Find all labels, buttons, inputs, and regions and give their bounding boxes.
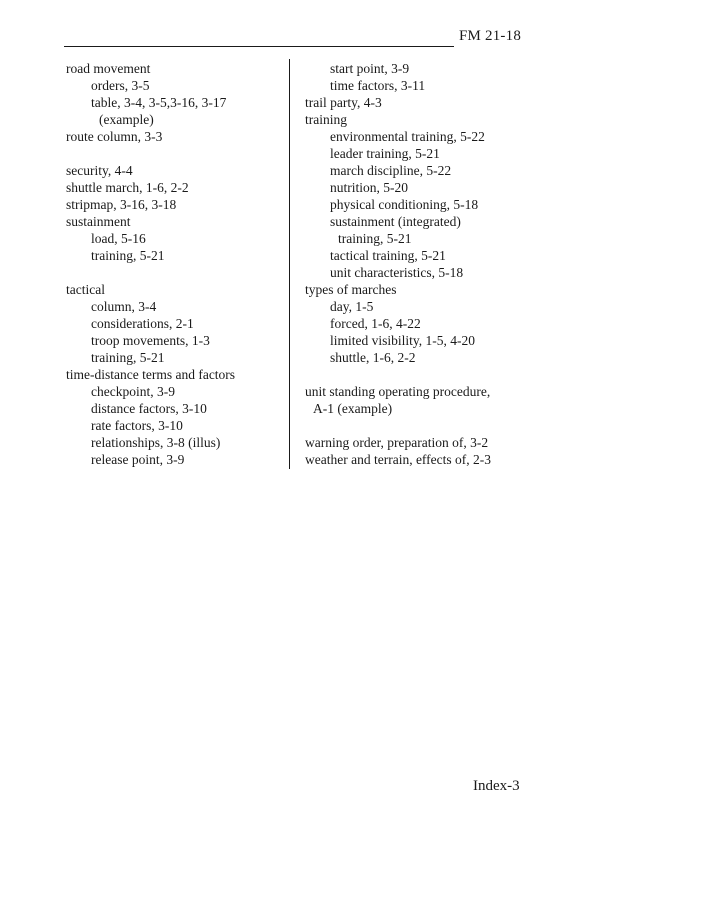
index-subentry: relationships, 3-8 (illus) [91,435,221,450]
index-entry-continuation: A-1 (example) [313,401,393,416]
column-divider [289,59,290,469]
index-subentry: day, 1-5 [330,299,374,314]
index-subentry: sustainment (integrated) [330,214,461,229]
index-subentry: forced, 1-6, 4-22 [330,316,421,331]
index-subentry: leader training, 5-21 [330,146,440,161]
index-subentry: shuttle, 1-6, 2-2 [330,350,416,365]
index-entry: shuttle march, 1-6, 2-2 [66,180,189,195]
header-rule [64,46,454,47]
index-subentry: training, 5-21 [91,248,165,263]
index-subentry: considerations, 2-1 [91,316,194,331]
index-entry: security, 4-4 [66,163,133,178]
index-entry: time-distance terms and factors [66,367,236,382]
index-entry: sustainment [66,214,131,229]
index-subentry: time factors, 3-11 [330,78,426,93]
index-spacer [66,264,286,281]
index-subentry: unit characteristics, 5-18 [330,265,464,280]
index-subentry: load, 5-16 [91,231,146,246]
index-subentry: nutrition, 5-20 [330,180,408,195]
index-entry: types of marches [305,282,397,297]
index-subentry: training, 5-21 [91,350,165,365]
index-entry-continuation: (example) [99,112,154,127]
index-subentry: march discipline, 5-22 [330,163,452,178]
index-subentry: distance factors, 3-10 [91,401,207,416]
index-column-left [66,60,286,468]
index-subentry: environmental training, 5-22 [330,129,485,144]
index-subentry: physical conditioning, 5-18 [330,197,479,212]
index-column-right [305,60,525,468]
index-subentry: limited visibility, 1-5, 4-20 [330,333,475,348]
index-entry: road movement [66,61,151,76]
index-subentry: start point, 3-9 [330,61,410,76]
index-entry: training [305,112,347,127]
index-spacer [305,417,525,434]
index-entry-continuation: training, 5-21 [338,231,412,246]
index-subentry: rate factors, 3-10 [91,418,183,433]
index-subentry: table, 3-4, 3-5,3-16, 3-17 [91,95,227,110]
index-subentry: troop movements, 1-3 [91,333,210,348]
index-entry: tactical [66,282,105,297]
index-spacer [66,145,286,162]
index-subentry: column, 3-4 [91,299,157,314]
index-entry: route column, 3-3 [66,129,163,144]
index-entry: trail party, 4-3 [305,95,382,110]
index-entry: stripmap, 3-16, 3-18 [66,197,177,212]
page-number-footer: Index-3 [473,778,520,794]
index-entry: unit standing operating procedure, [305,384,491,399]
index-entry: weather and terrain, effects of, 2-3 [305,452,492,467]
index-subentry: tactical training, 5-21 [330,248,446,263]
index-entry: warning order, preparation of, 3-2 [305,435,489,450]
document-id-header: FM 21-18 [459,28,522,44]
index-spacer [305,366,525,383]
index-subentry: checkpoint, 3-9 [91,384,175,399]
index-subentry: release point, 3-9 [91,452,185,467]
index-subentry: orders, 3-5 [91,78,150,93]
